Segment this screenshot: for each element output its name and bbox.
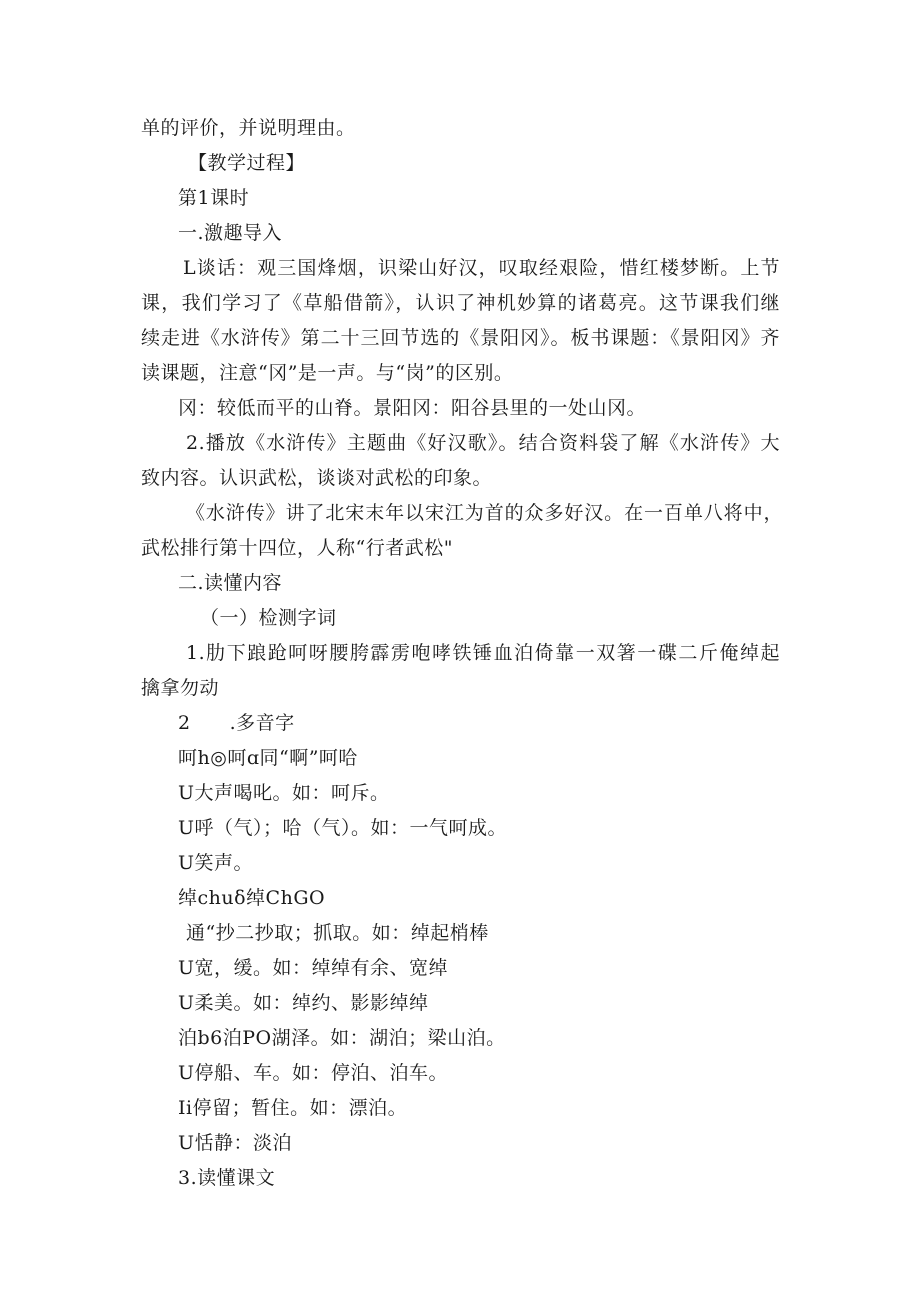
text-line: 致内容。认识武松，谈谈对武松的印象。: [141, 467, 493, 489]
text-line: Ii停留；暂住。如：漂泊。: [178, 1097, 408, 1119]
text-line: 冈：较低而平的山脊。景阳冈：阳谷县里的一处山冈。: [178, 397, 647, 419]
text-line: U柔美。如：绰约、影影绰绰: [178, 992, 429, 1014]
text-line: 课，我们学习了《草船借箭》，认识了神机妙算的诸葛亮。这节课我们继: [141, 292, 780, 314]
text-line: U笑声。: [178, 852, 254, 874]
text-line: U宽，缓。如：绰绰有余、宽绰: [178, 957, 449, 979]
text-line: 擒拿勿动: [141, 677, 220, 699]
text-line: 2.播放《水浒传》主题曲《好汉歌》。结合资料袋了解《水浒传》大: [186, 432, 780, 454]
text-line: U大声喝叱。如：呵斥。: [178, 782, 390, 804]
text-line: 单的评价，并说明理由。: [141, 117, 356, 139]
text-line: 呵h◎呵ɑ同“啊”呵哈: [178, 747, 358, 769]
text-line: 《水浒传》讲了北宋末年以宋江为首的众多好汉。在一百单八将中，: [186, 502, 783, 524]
text-line: 武松排行第十四位，人称“行者武松": [141, 537, 453, 559]
text-line: 3.读懂课文: [178, 1167, 276, 1189]
section-heading: 【教学过程】: [188, 152, 306, 174]
text-line: U呼（气）；哈（气）。如：一气呵成。: [178, 817, 508, 839]
text-line: 通“抄二抄取；抓取。如：绰起梢棒: [186, 922, 489, 944]
text-line: 续走进《水浒传》第二十三回节选的《景阳冈》。板书课题：《景阳冈》齐: [141, 327, 780, 349]
subsection-heading: （一）检测字词: [200, 607, 337, 629]
section-heading: 一.激趣导入: [178, 222, 283, 244]
text-line: 泊b6泊PO湖泽。如：湖泊；梁山泊。: [178, 1027, 506, 1049]
text-line: 绰chuδ绰ChGO: [178, 887, 326, 909]
text-line: 1.肋下踉跄呵呀腰胯霹雳咆哮铁锤血泊倚靠一双箸一碟二斤俺绰起: [186, 642, 780, 664]
section-heading: 二.读懂内容: [178, 572, 283, 594]
text-line: 2 .多音字: [178, 712, 295, 734]
text-line: U恬静：淡泊: [178, 1132, 293, 1154]
text-line: U停船、车。如：停泊、泊车。: [178, 1062, 449, 1084]
text-line: 读课题，注意“冈”是一声。与“岗”的区别。: [141, 362, 514, 384]
text-line: L谈话：观三国烽烟，识梁山好汉，叹取经艰险，惜红楼梦断。上节: [183, 257, 780, 279]
lesson-heading: 第1课时: [178, 187, 250, 209]
